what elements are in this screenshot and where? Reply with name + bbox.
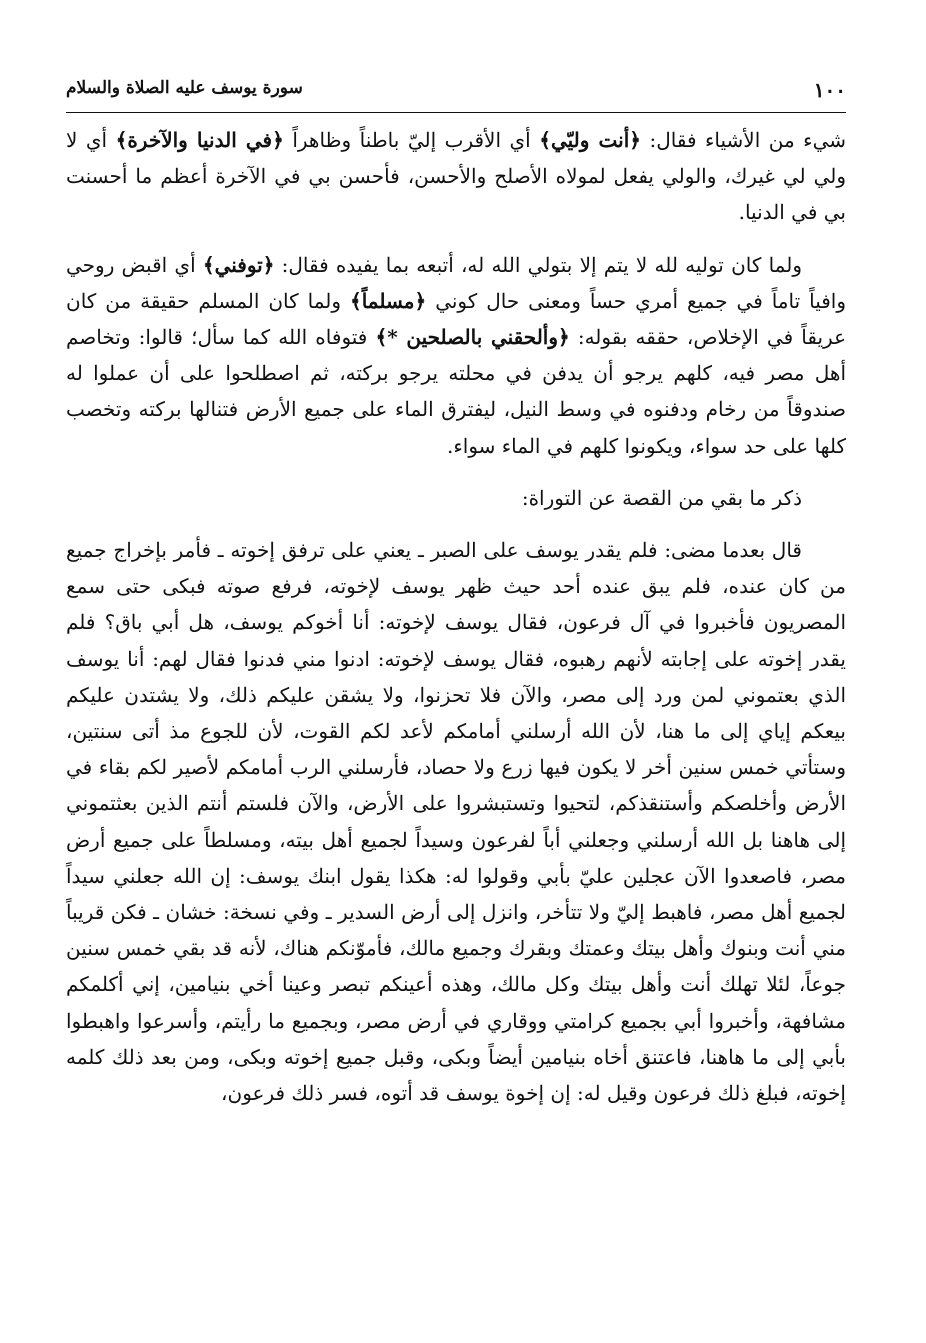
quran-quote: ﴿أنت وليّي﴾ — [539, 128, 641, 152]
text-run: أي الأقرب إليّ باطناً وظاهراً — [283, 128, 540, 152]
quran-quote: ﴿مسلماً﴾ — [349, 288, 427, 313]
page-number: ١٠٠ — [813, 78, 846, 102]
paragraph-2 — [66, 247, 846, 464]
text-run: شيء من الأشياء فقال: — [640, 128, 847, 152]
text-run: قال بعدما مضى: فلم يقدر يوسف على الصبر ـ يعني على ترفق إخوته ـ فأمر بإخراج جميع من كان عنده، فلم يبق عنده أحد حيث ظهر يوسف لإخوته، فرفع صوته فبكى حتى سمع المصريون فأخبروا في آل فرعون، فقال يوسف لإخوته: أنا أخوكم يوسف، هل أبي باق؟ فلم يقدر إخوته على إجابته لأنهم رهبوه، فقال يوسف لإخوته: ادنوا مني فدنوا فقال لهم: أنا يوسف الذي بعتموني لمن ورد إلى مصر، والآن فلا تحزنوا، ولا يشقن عليكم ذلك، ولا يشتدن عليكم بيعكم إياي إلى ما هنا، لأن الله أرسلني أمامكم لأعد لكم القوت، لأن للجوع مذ أتى سنتين، وستأتي خمس سنين أخر لا يكون فيها زرع ولا حصاد، فأرسلني الرب أمامكم لأصير لكم بقاء في الأرض وأخلصكم وأستنقذكم، لتحيوا وتستبشروا على الأرض، والآن فلستم أنتم الذين بعثتموني إلى هاهنا بل الله أرسلني وجعلني أباً لفرعون وسيداً لجميع أهل بيته، ومسلطاً على جميع أرض مصر، فاصعدوا الآن عجلين عليّ بأبي وقولوا له: هكذا يقول ابنك يوسف: إن الله جعلني سيداً لجميع أهل مصر، فاهبط إليّ ولا تتأخر، وانزل إلى أرض السدير ـ وفي نسخة: خشان ـ فكن قريباً مني أنت وبنوك وأهل بيتك وعمتك وبقرك وجميع مالك، فأموّنكم هناك، لأنه قد بقي خمس سنين جوعاً، لئلا تهلك أنت وأهل بيتك وكل مالك، وهذه أعينكم تبصر وعينا أخي بنيامين، إني أكلمكم مشافهة، وأخبروا أبي بجميع كرامتي ووقاري في أرض مصر، وبجميع ما رأيتم، وأسرعوا واهبطوا بأبي إلى ما هاهنا، فاعتنق أخاه بنيامين أيضاً وبكى، وقبل جميع إخوته وبكى، ومن بعد ذلك كلمه إخوته، فبلغ ذلك فرعون وقيل له: إن إخوة يوسف قد أتوه، فسر ذلك فرعون، — [66, 538, 847, 1106]
section-heading — [66, 480, 846, 516]
text-run: ذكر ما بقي من القصة عن التوراة: — [521, 485, 802, 510]
page-body — [66, 122, 846, 1111]
text-run: ولما كان توليه لله لا يتم إلا بتولي الله له، أتبعه بما يفيده فقال: — [274, 252, 802, 277]
page-header — [66, 78, 846, 112]
quran-quote: ﴿وألحقني بالصلحين *﴾ — [375, 325, 570, 350]
paragraph-3 — [66, 532, 846, 1111]
quran-quote: ﴿في الدنيا والآخرة﴾ — [115, 128, 284, 152]
text-run: فتوفاه الله كما سأل؛ قالوا: وتخاصم أهل مصر فيه، كلهم يرجو أن يدفن في محلته يرجو بركته، ثم اصطلحوا على أن عملوا له صندوقاً من رخام ودفنوه في وسط النيل، ليفترق الماء على جميع الأرض فتنالها بركته وتخصب كلها على حد سواء، ويكونوا كلهم في الماء سواء. — [66, 325, 846, 458]
header-divider — [66, 112, 846, 113]
quran-quote: ﴿توفني﴾ — [202, 252, 275, 277]
text-run: أي لا ولي لي غيرك، والولي يفعل لمولاه الأصلح والأحسن، فأحسن بي في الآخرة أعظم ما أحسنت بي في الدنيا. — [66, 128, 846, 225]
text-run: ولما كان المسلم حقيقة من كان عريقاً في الإخلاص، حققه بقوله: — [66, 288, 846, 350]
text-run: أي اقبض روحي وافياً تاماً في جميع أمري حساً ومعنى حال كوني — [66, 252, 847, 313]
paragraph-1 — [66, 122, 846, 231]
running-title: سورة يوسف عليه الصلاة والسلام — [66, 78, 303, 98]
